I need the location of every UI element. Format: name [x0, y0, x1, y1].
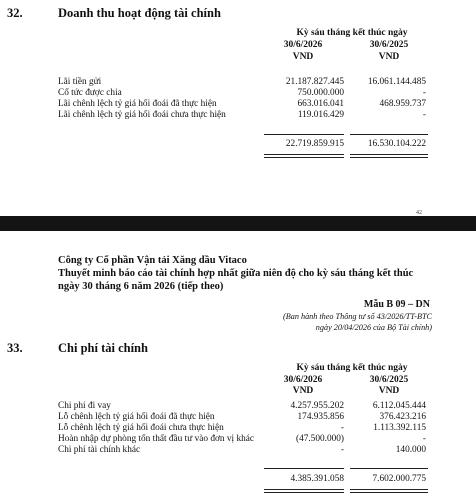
s33-row-label: Lỗ chênh lệch tỷ giá hối đoái đã thực hiện — [58, 412, 215, 422]
s33-row-value-2026: - — [340, 445, 344, 455]
s32-total-rule-2026 — [264, 134, 344, 135]
s32-row-label: Lãi chênh lệch tỷ giá hối đoái chưa thực hiện — [58, 110, 226, 120]
s33-row-value-2025: - — [422, 434, 426, 444]
s33-row-value-2026: - — [340, 423, 344, 433]
s32-row-label: Cổ tức được chia — [58, 88, 122, 98]
s32-total-2026: 22.719.859.915 — [285, 139, 344, 149]
s32-period-header: Kỳ sáu tháng kết thúc ngày — [296, 28, 408, 38]
s32-row-value-2026: 750.000.000 — [297, 88, 344, 98]
s33-row-value-2025: 6.112.045.444 — [372, 401, 426, 411]
section-32-number: 32. — [7, 6, 23, 20]
section-33-number: 33. — [7, 341, 23, 355]
s33-row-value-2026: 174.935.856 — [297, 412, 344, 422]
s32-row-label: Lãi chênh lệch tỷ giá hối đoái đã thực hiện — [58, 99, 217, 109]
s32-row-value-2025: 16.061.144.485 — [367, 77, 426, 87]
section-32-title: Doanh thu hoạt động tài chính — [58, 6, 221, 20]
report-title-line-2: ngày 30 tháng 6 năm 2026 (tiếp theo) — [58, 281, 224, 292]
s33-total-rule-2026 — [264, 468, 344, 469]
s32-double-rule-2025 — [350, 154, 428, 158]
s32-col1-date: 30/6/2026 — [283, 40, 323, 50]
s32-col2-unit: VND — [378, 52, 400, 62]
s33-row-value-2025: 1.113.392.115 — [373, 423, 426, 433]
s32-total-2025: 16.530.104.222 — [367, 139, 426, 149]
circular-note-line-2: ngày 20/04/2026 của Bộ Tài chính) — [315, 323, 432, 332]
s32-row-value-2025: - — [422, 110, 426, 120]
s33-total-2026: 4.385.391.058 — [290, 474, 344, 484]
s32-row-value-2026: 119.016.429 — [297, 110, 344, 120]
s32-row-value-2026: 663.016.041 — [297, 99, 344, 109]
s33-double-rule-2025 — [350, 489, 428, 493]
s32-row-value-2025: 468.959.737 — [379, 99, 426, 109]
company-name: Công ty Cổ phần Vận tải Xăng dầu Vitaco — [58, 255, 247, 266]
s32-col1-unit: VND — [292, 52, 314, 62]
s33-col2-unit: VND — [378, 386, 400, 396]
s33-row-label: Chi phí tài chính khác — [58, 445, 141, 455]
s33-row-label: Chi phí đi vay — [58, 401, 111, 411]
section-33-title: Chi phí tài chính — [58, 341, 148, 355]
s32-total-rule-2025 — [350, 134, 428, 135]
s33-total-2025: 7.602.000.775 — [372, 474, 426, 484]
s33-row-label: Hoàn nhập dự phòng tổn thất đầu tư vào đơn vị khác — [58, 434, 254, 444]
s32-col2-date: 30/6/2025 — [369, 40, 409, 50]
s33-row-value-2026: (47.500.000) — [295, 434, 344, 444]
s33-period-header: Kỳ sáu tháng kết thúc ngày — [296, 363, 408, 373]
s32-double-rule-2026 — [264, 154, 344, 158]
form-code: Mẫu B 09 – DN — [363, 299, 430, 310]
s33-row-value-2025: 376.423.216 — [379, 412, 426, 422]
s32-row-value-2026: 21.187.827.445 — [285, 77, 344, 87]
s32-row-label: Lãi tiền gửi — [58, 77, 102, 87]
page-break-band — [0, 216, 476, 231]
s33-double-rule-2026 — [264, 489, 344, 493]
s33-col1-date: 30/6/2026 — [283, 375, 323, 385]
s33-col2-date: 30/6/2025 — [369, 375, 409, 385]
s33-col1-unit: VND — [292, 386, 314, 396]
s33-row-value-2025: 140.000 — [395, 445, 426, 455]
s33-row-label: Lỗ chênh lệch tỷ giá hối đoái chưa thực hiện — [58, 423, 224, 433]
s33-row-value-2026: 4.257.955.202 — [290, 401, 344, 411]
s33-total-rule-2025 — [350, 468, 428, 469]
report-title-line-1: Thuyết minh báo cáo tài chính hợp nhất giữa niên độ cho kỳ sáu tháng kết thúc — [58, 268, 414, 279]
page-number: 42 — [416, 210, 422, 216]
s32-row-value-2025: - — [422, 88, 426, 98]
circular-note-line-1: (Ban hành theo Thông tư số 43/2026/TT-BTC — [283, 312, 432, 321]
